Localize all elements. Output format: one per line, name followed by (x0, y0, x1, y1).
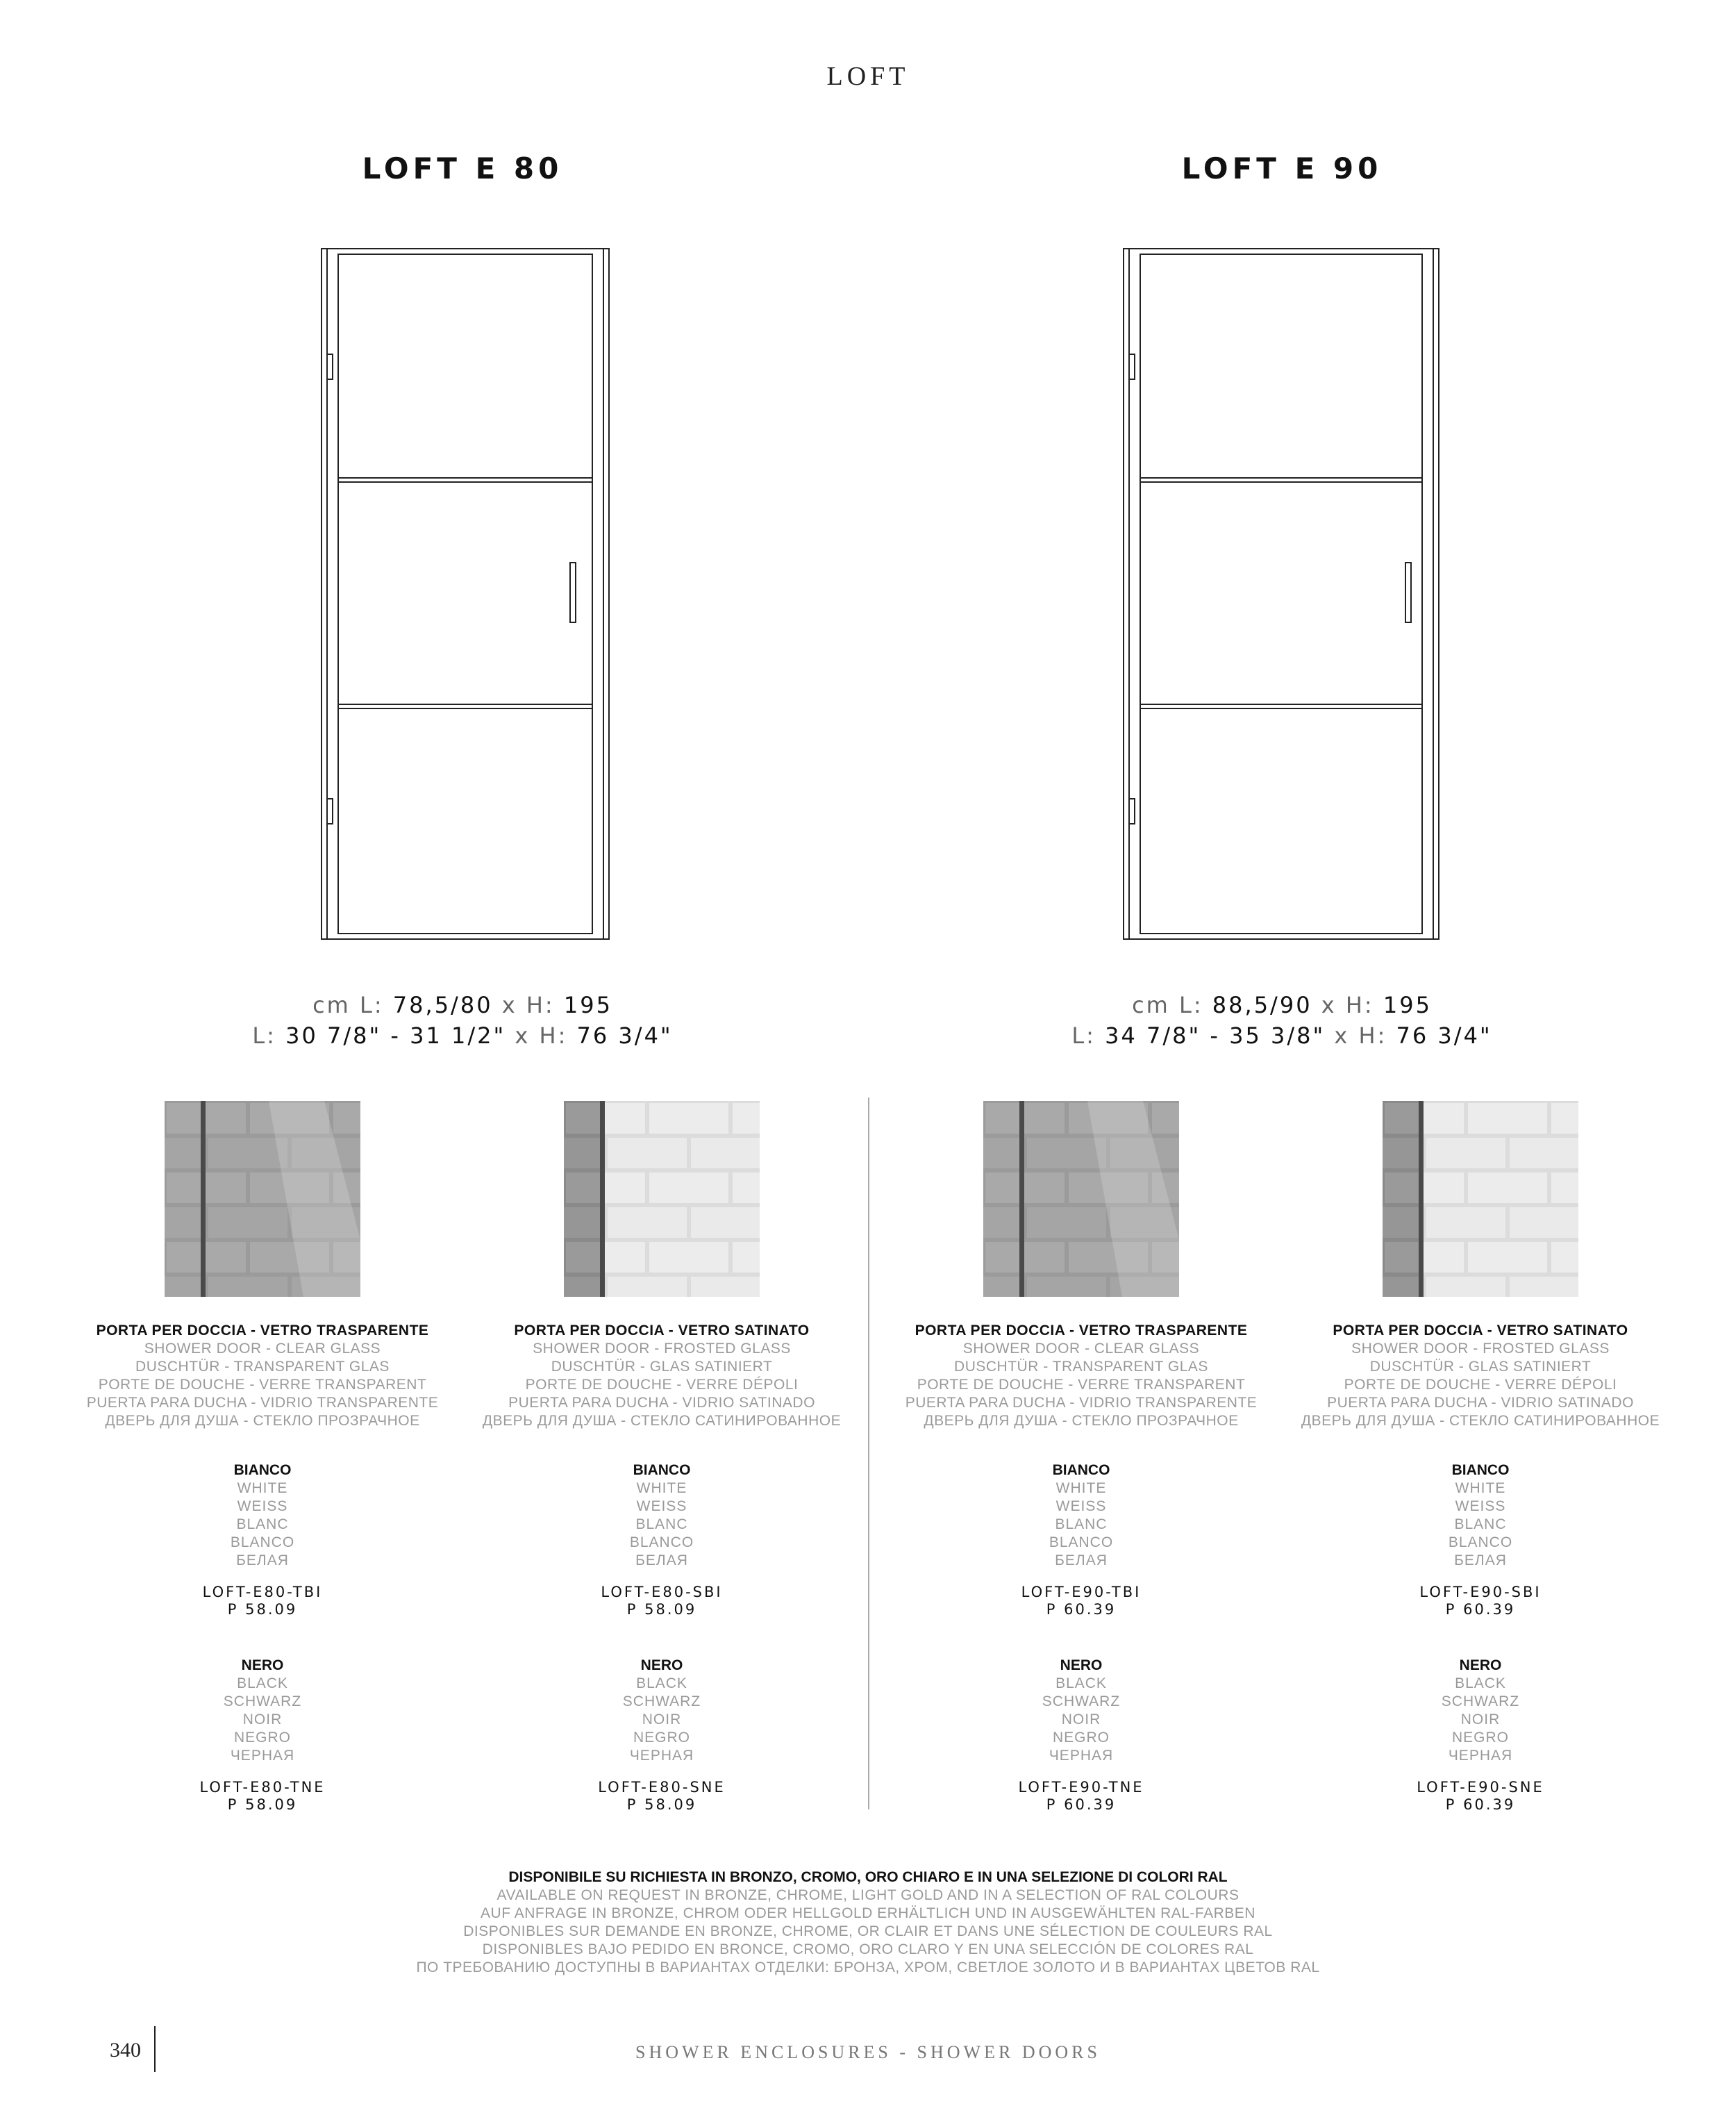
door-drawing-e90 (1118, 243, 1444, 945)
model-title-e80: LOFT E 80 (362, 151, 563, 185)
product-column: PORTA PER DOCCIA - VETRO TRASPARENTE SHOWER DOOR - CLEAR GLASS DUSCHTÜR - TRANSPARENT GLAS PORTE DE DOUCHE - VERRE TRANSPARENT PUERTA PARA DUCHA - VIDRIO TRANSPARENTE ДВЕРЬ ДЛЯ ДУША - СТЕКЛО ПРОЗРАЧНОЕ BIANCO WHITE WEISS BLANC BLANCO БЕЛАЯ LOFT-E80-TBI P 58.09 NERO BLACK SCHWARZ NOIR NEGRO ЧЕРНАЯ LOFT-E80-TNE P 58.09 (68, 1322, 457, 1814)
color-title-black: NERO (1459, 1657, 1502, 1673)
color-title-white: BIANCO (633, 1462, 691, 1478)
product-price: P 60.39 (1445, 1796, 1516, 1813)
column-divider (868, 1097, 869, 1809)
product-title: PORTA PER DOCCIA - VETRO SATINATO (514, 1323, 810, 1338)
swatch-clear-glass (983, 1101, 1179, 1297)
product-price: P 58.09 (626, 1796, 697, 1813)
color-title-white: BIANCO (233, 1462, 292, 1478)
dimension-inch: L: 34 7/8" - 35 3/8" x H: 76 3/4" (1071, 1022, 1492, 1049)
product-code: LOFT-E80-SNE (598, 1779, 726, 1796)
product-title: PORTA PER DOCCIA - VETRO TRASPARENTE (915, 1323, 1248, 1338)
model-title-e90: LOFT E 90 (1181, 151, 1383, 185)
swatch-frosted-glass (564, 1101, 760, 1297)
footer-section-title: SHOWER ENCLOSURES - SHOWER DOORS (635, 2042, 1101, 2062)
color-title-black: NERO (1060, 1657, 1103, 1673)
color-title-black: NERO (640, 1657, 683, 1673)
product-column: PORTA PER DOCCIA - VETRO SATINATO SHOWER DOOR - FROSTED GLASS DUSCHTÜR - GLAS SATINIERT PORTE DE DOUCHE - VERRE DÉPOLI PUERTA PARA DUCHA - VIDRIO SATINADO ДВЕРЬ ДЛЯ ДУША - СТЕКЛО САТИНИРОВАННОЕ BIANCO WHITE WEISS BLANC BLANCO БЕЛАЯ LOFT-E90-SBI P 60.39 NERO BLACK SCHWARZ NOIR NEGRO ЧЕРНАЯ LOFT-E90-SNE P 60.39 (1286, 1322, 1675, 1814)
page-header: LOFT (826, 62, 910, 91)
dimensions-e80 (150, 990, 775, 1051)
swatch-frosted-glass (1383, 1101, 1578, 1297)
swatch-clear-glass (165, 1101, 360, 1297)
product-price: P 58.09 (626, 1601, 697, 1618)
product-title: PORTA PER DOCCIA - VETRO TRASPARENTE (96, 1323, 429, 1338)
product-price: P 60.39 (1445, 1601, 1516, 1618)
product-price: P 58.09 (227, 1796, 298, 1813)
dimension-cm: cm L: 78,5/80 x H: 195 (312, 992, 612, 1018)
product-code: LOFT-E80-TBI (202, 1584, 323, 1600)
availability-note: DISPONIBILE SU RICHIESTA IN BRONZO, CROMO, ORO CHIARO E IN UNA SELEZIONE DI COLORI RAL AVAILABLE ON REQUEST IN BRONZE, CHROME, LIGHT GOLD AND IN A SELECTION OF RAL COLOURS AUF ANFRAGE IN BRONZE, CHROM ODER HELLGOLD ERHÄLTLICH UND IN AUSGEWÄHLTEN RAL-FARBEN DISPONIBLES SUR DEMANDE EN BRONZE, CHROME, OR CLAIR ET DANS UNE SÉLECTION DE COULEURS RAL DISPONIBLES BAJO PEDIDO EN BRONCE, CROMO, ORO CLARO Y EN UNA SELECCIÓN DE COLORES RAL ПО ТРЕБОВАНИЮ ДОСТУПНЫ В ВАРИАНТАХ ОТДЕЛКИ: БРОНЗА, ХРОМ, СВЕТЛОЕ ЗОЛОТО И В ВАРИАНТАХ ЦВЕТОВ RAL (416, 1869, 1320, 1975)
product-price: P 60.39 (1046, 1601, 1117, 1618)
color-title-white: BIANCO (1451, 1462, 1510, 1478)
product-code: LOFT-E90-SBI (1419, 1584, 1542, 1600)
product-column: PORTA PER DOCCIA - VETRO TRASPARENTE SHOWER DOOR - CLEAR GLASS DUSCHTÜR - TRANSPARENT GLAS PORTE DE DOUCHE - VERRE TRANSPARENT PUERTA PARA DUCHA - VIDRIO TRANSPARENTE ДВЕРЬ ДЛЯ ДУША - СТЕКЛО ПРОЗРАЧНОЕ BIANCO WHITE WEISS BLANC BLANCO БЕЛАЯ LOFT-E90-TBI P 60.39 NERO BLACK SCHWARZ NOIR NEGRO ЧЕРНАЯ LOFT-E90-TNE P 60.39 (887, 1322, 1276, 1814)
product-title: PORTA PER DOCCIA - VETRO SATINATO (1333, 1323, 1628, 1338)
product-price: P 58.09 (227, 1601, 298, 1618)
product-code: LOFT-E90-TBI (1021, 1584, 1142, 1600)
page-number: 340 (110, 2039, 141, 2062)
dimension-inch: L: 30 7/8" - 31 1/2" x H: 76 3/4" (252, 1022, 673, 1049)
product-column: PORTA PER DOCCIA - VETRO SATINATO SHOWER DOOR - FROSTED GLASS DUSCHTÜR - GLAS SATINIERT PORTE DE DOUCHE - VERRE DÉPOLI PUERTA PARA DUCHA - VIDRIO SATINADO ДВЕРЬ ДЛЯ ДУША - СТЕКЛО САТИНИРОВАННОЕ BIANCO WHITE WEISS BLANC BLANCO БЕЛАЯ LOFT-E80-SBI P 58.09 NERO BLACK SCHWARZ NOIR NEGRO ЧЕРНАЯ LOFT-E80-SNE P 58.09 (467, 1322, 856, 1814)
color-title-black: NERO (241, 1657, 284, 1673)
door-drawing-e80 (316, 243, 615, 945)
dimensions-e90 (969, 990, 1594, 1051)
product-code: LOFT-E80-TNE (199, 1779, 326, 1796)
dimension-cm: cm L: 88,5/90 x H: 195 (1132, 992, 1432, 1018)
product-code: LOFT-E90-SNE (1417, 1779, 1544, 1796)
product-price: P 60.39 (1046, 1796, 1117, 1813)
color-title-white: BIANCO (1052, 1462, 1110, 1478)
product-code: LOFT-E80-SBI (601, 1584, 723, 1600)
product-code: LOFT-E90-TNE (1018, 1779, 1144, 1796)
